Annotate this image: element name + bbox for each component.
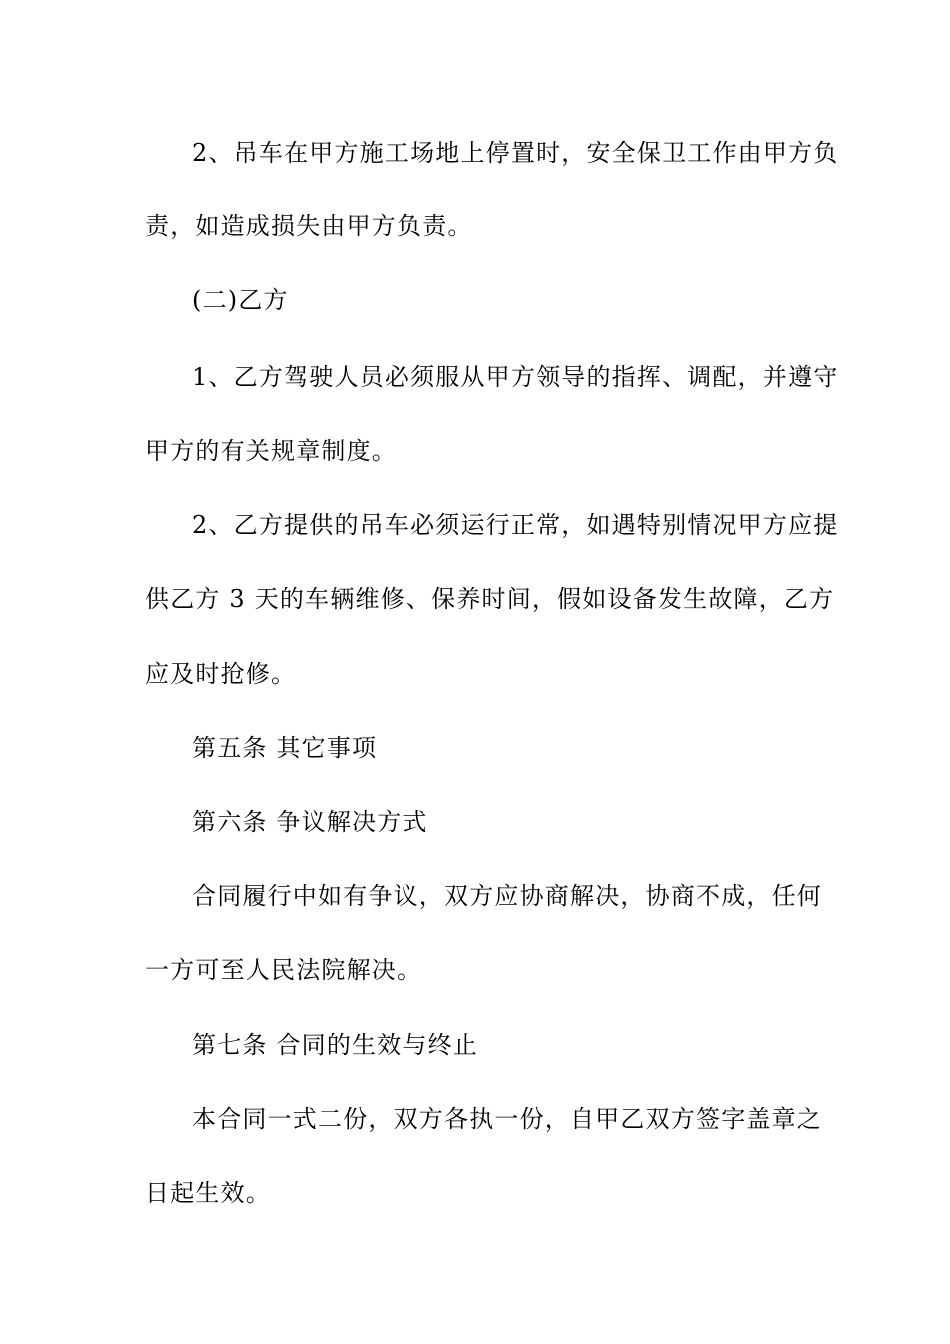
paragraph-line: 供乙方 3 天的车辆维修、保养时间，假如设备发生故障，乙方	[145, 585, 835, 613]
paragraph-line: 日起生效。	[145, 1179, 271, 1207]
article-heading: 第六条 争议解决方式	[192, 808, 428, 836]
paragraph-line: 责，如造成损失由甲方负责。	[145, 212, 473, 240]
paragraph-line: 合同履行中如有争议，双方应协商解决，协商不成，任何	[192, 882, 822, 910]
paragraph-line: 本合同一式二份，双方各执一份，自甲乙双方签字盖章之	[192, 1105, 822, 1133]
article-heading: 第七条 合同的生效与终止	[192, 1031, 479, 1059]
paragraph-line: 2、吊车在甲方施工场地上停置时，安全保卫工作由甲方负	[192, 139, 839, 167]
paragraph-line: 一方可至人民法院解决。	[145, 956, 423, 984]
paragraph-line: 甲方的有关规章制度。	[145, 437, 397, 465]
article-heading: 第五条 其它事项	[192, 734, 378, 762]
paragraph-line: 应及时抢修。	[145, 660, 297, 688]
paragraph-line: 1、乙方驾驶人员必须服从甲方领导的指挥、调配，并遵守	[192, 363, 839, 391]
paragraph-line: 2、乙方提供的吊车必须运行正常，如遇特别情况甲方应提	[192, 511, 839, 539]
section-heading: (二)乙方	[192, 286, 289, 314]
